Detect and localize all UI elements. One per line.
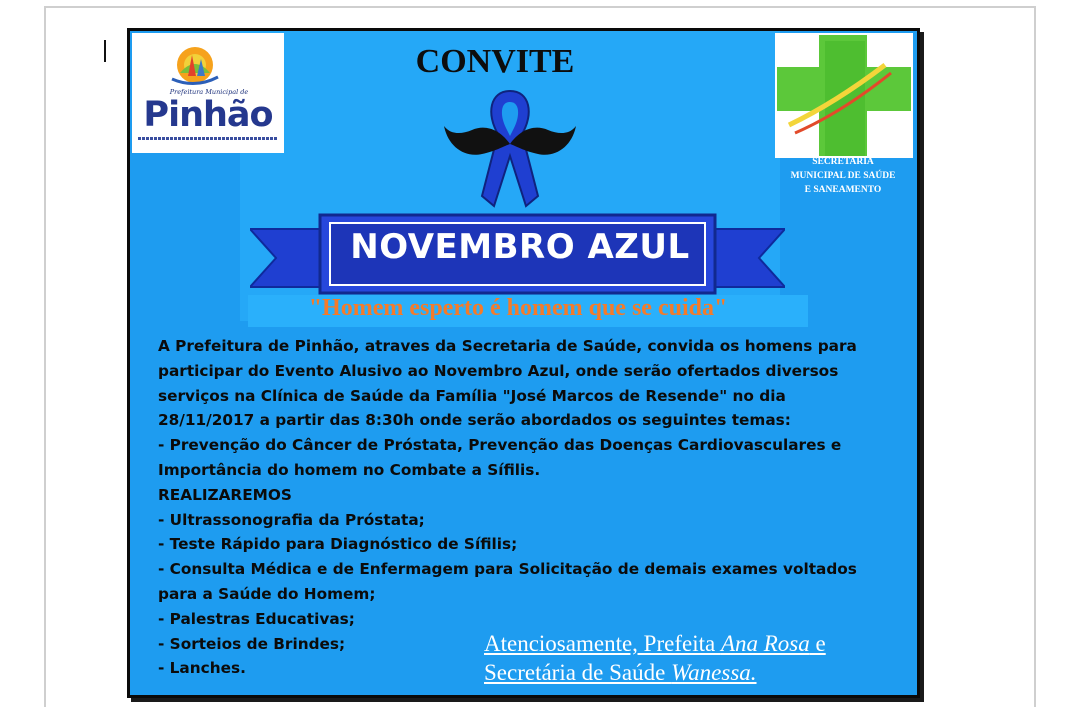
body-line: A Prefeitura de Pinhão, atraves da Secretaria de Saúde, convida os homens para bbox=[158, 337, 857, 355]
signature-name: Ana Rosa bbox=[720, 631, 810, 656]
signature-name: Wanessa. bbox=[671, 660, 757, 685]
signature bbox=[484, 629, 904, 687]
signature-line-1 bbox=[484, 629, 904, 658]
body-line: participar do Evento Alusivo ao Novembro Azul, onde serão ofertados diversos bbox=[158, 361, 839, 380]
signature-text: e bbox=[809, 631, 826, 656]
invitation-heading: CONVITE bbox=[415, 43, 575, 80]
body-line: serviços na Clínica de Saúde da Família "José Marcos de Resende" no dia bbox=[158, 386, 786, 405]
text-cursor bbox=[104, 40, 106, 62]
body-line: - Teste Rápido para Diagnóstico de Sífilis; bbox=[158, 535, 518, 554]
banner-title: NOVEMBRO AZUL bbox=[350, 227, 690, 267]
body-line: - Ultrassonografia da Próstata; bbox=[158, 510, 425, 529]
secretaria-caption-line: SECRETARIA bbox=[812, 157, 874, 167]
logo-tagline: Prefeitura Municipal de bbox=[169, 88, 249, 96]
body-line: 28/11/2017 a partir das 8:30h onde serão abordados os seguintes temas: bbox=[158, 411, 791, 430]
pinhao-sun-icon bbox=[170, 43, 220, 87]
body-line: Importância do homem no Combate a Sífilis. bbox=[158, 460, 541, 479]
signature-text: Secretária de Saúde bbox=[484, 660, 672, 685]
signature-text: Atenciosamente, Prefeita bbox=[484, 631, 721, 656]
secretaria-caption-line: E SANEAMENTO bbox=[804, 185, 882, 195]
logo-subtitle-strip bbox=[138, 137, 278, 140]
invitation-flyer bbox=[127, 28, 920, 698]
signature-line-2 bbox=[484, 658, 904, 687]
health-cross-icon bbox=[775, 33, 913, 158]
body-line: para a Saúde do Homem; bbox=[158, 584, 376, 603]
secretaria-caption bbox=[770, 155, 916, 197]
pinhao-logo bbox=[132, 33, 284, 153]
body-line: - Palestras Educativas; bbox=[158, 609, 355, 628]
body-line: REALIZAREMOS bbox=[158, 485, 292, 504]
body-line: - Consulta Médica e de Enfermagem para Solicitação de demais exames voltados bbox=[158, 560, 857, 579]
body-line: - Sorteios de Brindes; bbox=[158, 634, 346, 653]
secretaria-caption-line: MUNICIPAL DE SAÚDE bbox=[790, 171, 896, 181]
slogan: "Homem esperto é homem que se cuida" bbox=[308, 295, 728, 321]
secretaria-logo bbox=[775, 33, 913, 158]
ribbon-mustache-icon bbox=[442, 86, 577, 211]
body-line: - Lanches. bbox=[158, 659, 246, 678]
body-line: - Prevenção do Câncer de Próstata, Prevenção das Doenças Cardiovasculares e bbox=[158, 436, 842, 455]
logo-name: Pinhão bbox=[143, 95, 273, 135]
